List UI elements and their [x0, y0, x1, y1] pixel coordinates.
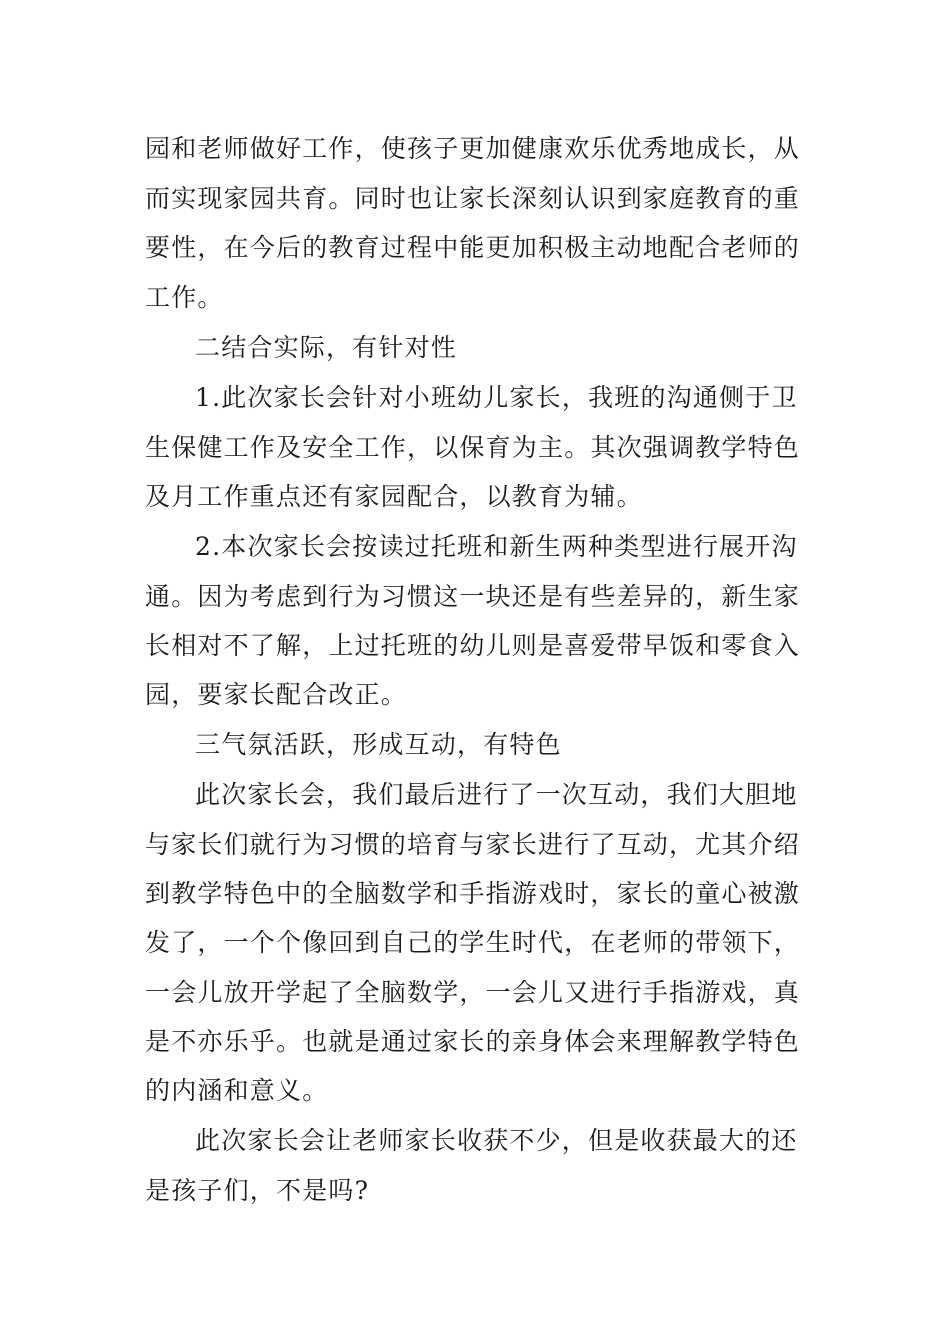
text-line: 此次家长会，我们最后进行了一次互动，我们大胆地 — [195, 780, 798, 809]
text-line: 发了，一个个像回到自己的学生时代，在老师的带领下， — [145, 928, 801, 957]
text-line: 1.此次家长会针对小班幼儿家长，我班的沟通侧于卫 — [195, 383, 798, 412]
text-line: 是孩子们，不是吗? — [145, 1176, 370, 1205]
text-line: 园，要家长配合改正。 — [145, 680, 408, 709]
text-line: 到教学特色中的全脑数学和手指游戏时，家长的童心被激 — [145, 879, 801, 908]
text-line: 生保健工作及安全工作，以保育为主。其次强调教学特色 — [145, 433, 801, 462]
text-line: 工作。 — [145, 283, 224, 312]
section-heading: 二结合实际，有针对性 — [195, 333, 458, 362]
text-line: 2.本次家长会按读过托班和新生两种类型进行展开沟 — [195, 532, 798, 561]
text-line: 园和老师做好工作，使孩子更加健康欢乐优秀地成长，从 — [145, 134, 801, 163]
text-line: 一会儿放开学起了全脑数学，一会儿又进行手指游戏，真 — [145, 978, 801, 1007]
text-line: 与家长们就行为习惯的培育与家长进行了互动，尤其介绍 — [145, 830, 801, 859]
section-heading: 三气氛活跃，形成互动，有特色 — [195, 730, 562, 759]
text-line: 及月工作重点还有家园配合，以教育为辅。 — [145, 482, 643, 511]
text-line: 要性，在今后的教育过程中能更加积极主动地配合老师的 — [145, 233, 801, 262]
text-line: 而实现家园共育。同时也让家长深刻认识到家庭教育的重 — [145, 184, 801, 213]
text-line: 此次家长会让老师家长收获不少，但是收获最大的还 — [195, 1126, 798, 1155]
text-line: 通。因为考虑到行为习惯这一块还是有些差异的，新生家 — [145, 582, 801, 611]
text-line: 的内涵和意义。 — [145, 1076, 329, 1105]
text-line: 长相对不了解，上过托班的幼儿则是喜爱带早饭和零食入 — [145, 631, 801, 660]
text-line: 是不亦乐乎。也就是通过家长的亲身体会来理解教学特色 — [145, 1027, 801, 1056]
